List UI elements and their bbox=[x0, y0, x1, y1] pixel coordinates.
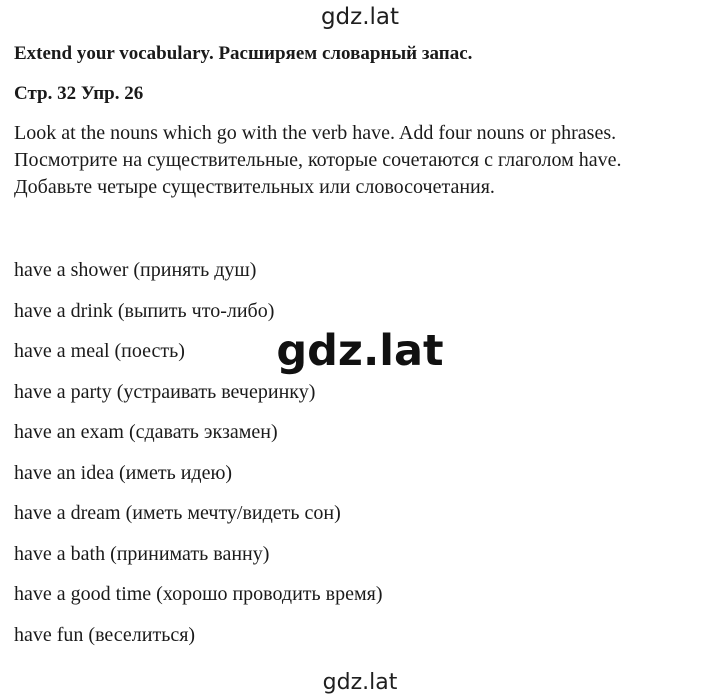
list-item: have a party (устраивать вечеринку) bbox=[14, 380, 316, 403]
watermark-middle: gdz.lat bbox=[276, 326, 444, 376]
list-item: have a dream (иметь мечту/видеть сон) bbox=[14, 502, 341, 524]
watermark-bottom: gdz.lat bbox=[322, 670, 398, 695]
list-item: have an idea (иметь идею) bbox=[14, 461, 233, 484]
list-item: have a meal (поесть) bbox=[14, 340, 185, 362]
phrase-list bbox=[14, 258, 383, 663]
list-item: have a good time (хорошо проводить время) bbox=[14, 583, 383, 605]
task-line-english: Look at the nouns which go with the verb have. Add four nouns or phrases. bbox=[14, 122, 617, 144]
exercise-reference: Стр. 32 Упр. 26 bbox=[14, 83, 144, 104]
list-item: have a shower (принять душ) bbox=[14, 259, 257, 281]
list-item: have fun (веселиться) bbox=[14, 623, 196, 646]
list-item: have an exam (сдавать экзамен) bbox=[14, 421, 278, 443]
watermark-top: gdz.lat bbox=[320, 4, 400, 30]
list-item: have a drink (выпить что-либо) bbox=[14, 299, 275, 322]
list-item: have a bath (принимать ванну) bbox=[14, 542, 270, 565]
task-line-russian-1: Посмотрите на существительные, которые сочетаются с глаголом have. bbox=[14, 149, 622, 171]
section-heading: Extend your vocabulary. Расширяем словарный запас. bbox=[14, 43, 473, 64]
task-line-russian-2: Добавьте четыре существительных или словосочетания. bbox=[14, 176, 495, 198]
task-instructions bbox=[14, 120, 714, 201]
